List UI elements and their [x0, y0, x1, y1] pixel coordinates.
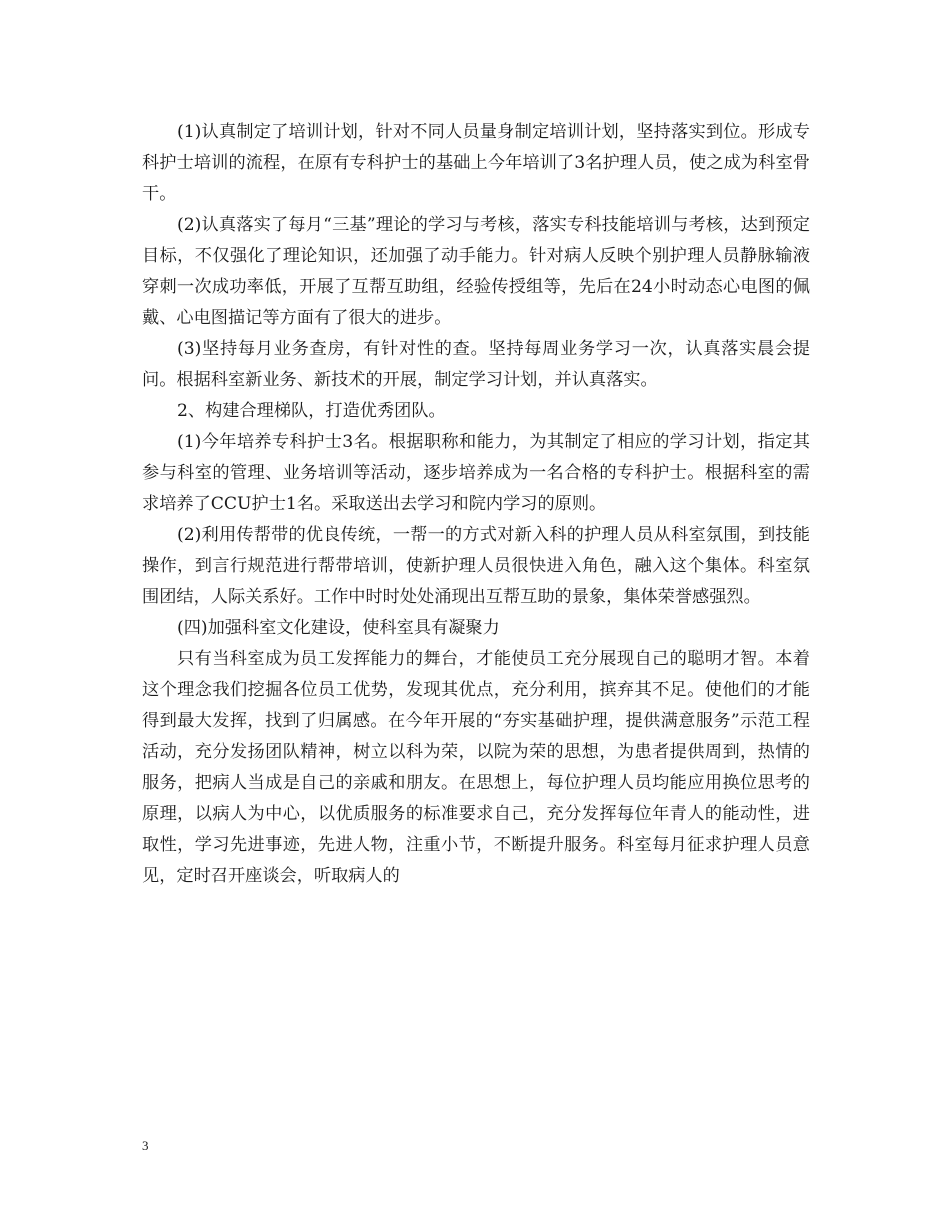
document-body: [142, 117, 810, 892]
page-number: 3: [142, 1138, 149, 1153]
section-heading-culture: (四)加强科室文化建设，使科室具有凝聚力: [177, 618, 500, 638]
paragraph-specialist-nurses: (1)今年培养专科护士3名。根据职称和能力，为其制定了相应的学习计划，指定其参与科室的管理、业务培训等活动，逐步培养成为一名合格的专科护士。根据科室的需求培养了CCU护士1名。采取送出去学习和院内学习的原则。: [142, 432, 810, 514]
paragraph-mentoring: (2)利用传帮带的优良传统，一帮一的方式对新入科的护理人员从科室氛围，到技能操作，到言行规范进行帮带培训，使新护理人员很快进入角色，融入这个集体。科室氛围团结，人际关系好。工作中时时处处涌现出互帮互助的景象，集体荣誉感强烈。: [142, 525, 810, 607]
paragraph-training-plan: (1)认真制定了培训计划，针对不同人员量身制定培训计划，坚持落实到位。形成专科护士培训的流程，在原有专科护士的基础上今年培训了3名护理人员，使之成为科室骨干。: [142, 122, 810, 204]
paragraph-three-basics: (2)认真落实了每月“三基”理论的学习与考核，落实专科技能培训与考核，达到预定目标，不仅强化了理论知识，还加强了动手能力。针对病人反映个别护理人员静脉输液穿刺一次成功率低，开展了互帮互助组，经验传授组等，先后在24小时动态心电图的佩戴、心电图描记等方面有了很大的进步。: [142, 215, 810, 328]
paragraph-ward-rounds: (3)坚持每月业务查房，有针对性的查。坚持每周业务学习一次，认真落实晨会提问。根据科室新业务、新技术的开展，制定学习计划，并认真落实。: [142, 339, 810, 390]
section-heading-team-building: 2、构建合理梯队，打造优秀团队。: [177, 401, 446, 421]
paragraph-culture-building: 只有当科室成为员工发挥能力的舞台，才能使员工充分展现自己的聪明才智。本着这个理念我们挖掘各位员工优势，发现其优点，充分利用，摈弃其不足。使他们的才能得到最大发挥，找到了归属感。在今年开展的“夯实基础护理，提供满意服务”示范工程活动，充分发扬团队精神，树立以科为荣，以院为荣的思想，为患者提供周到，热情的服务，把病人当成是自己的亲戚和朋友。在思想上，每位护理人员均能应用换位思考的原理，以病人为中心，以优质服务的标准要求自己，充分发挥每位年青人的能动性，进取性，学习先进事迹，先进人物，注重小节，不断提升服务。科室每月征求护理人员意见，定时召开座谈会，听取病人的: [142, 649, 810, 886]
